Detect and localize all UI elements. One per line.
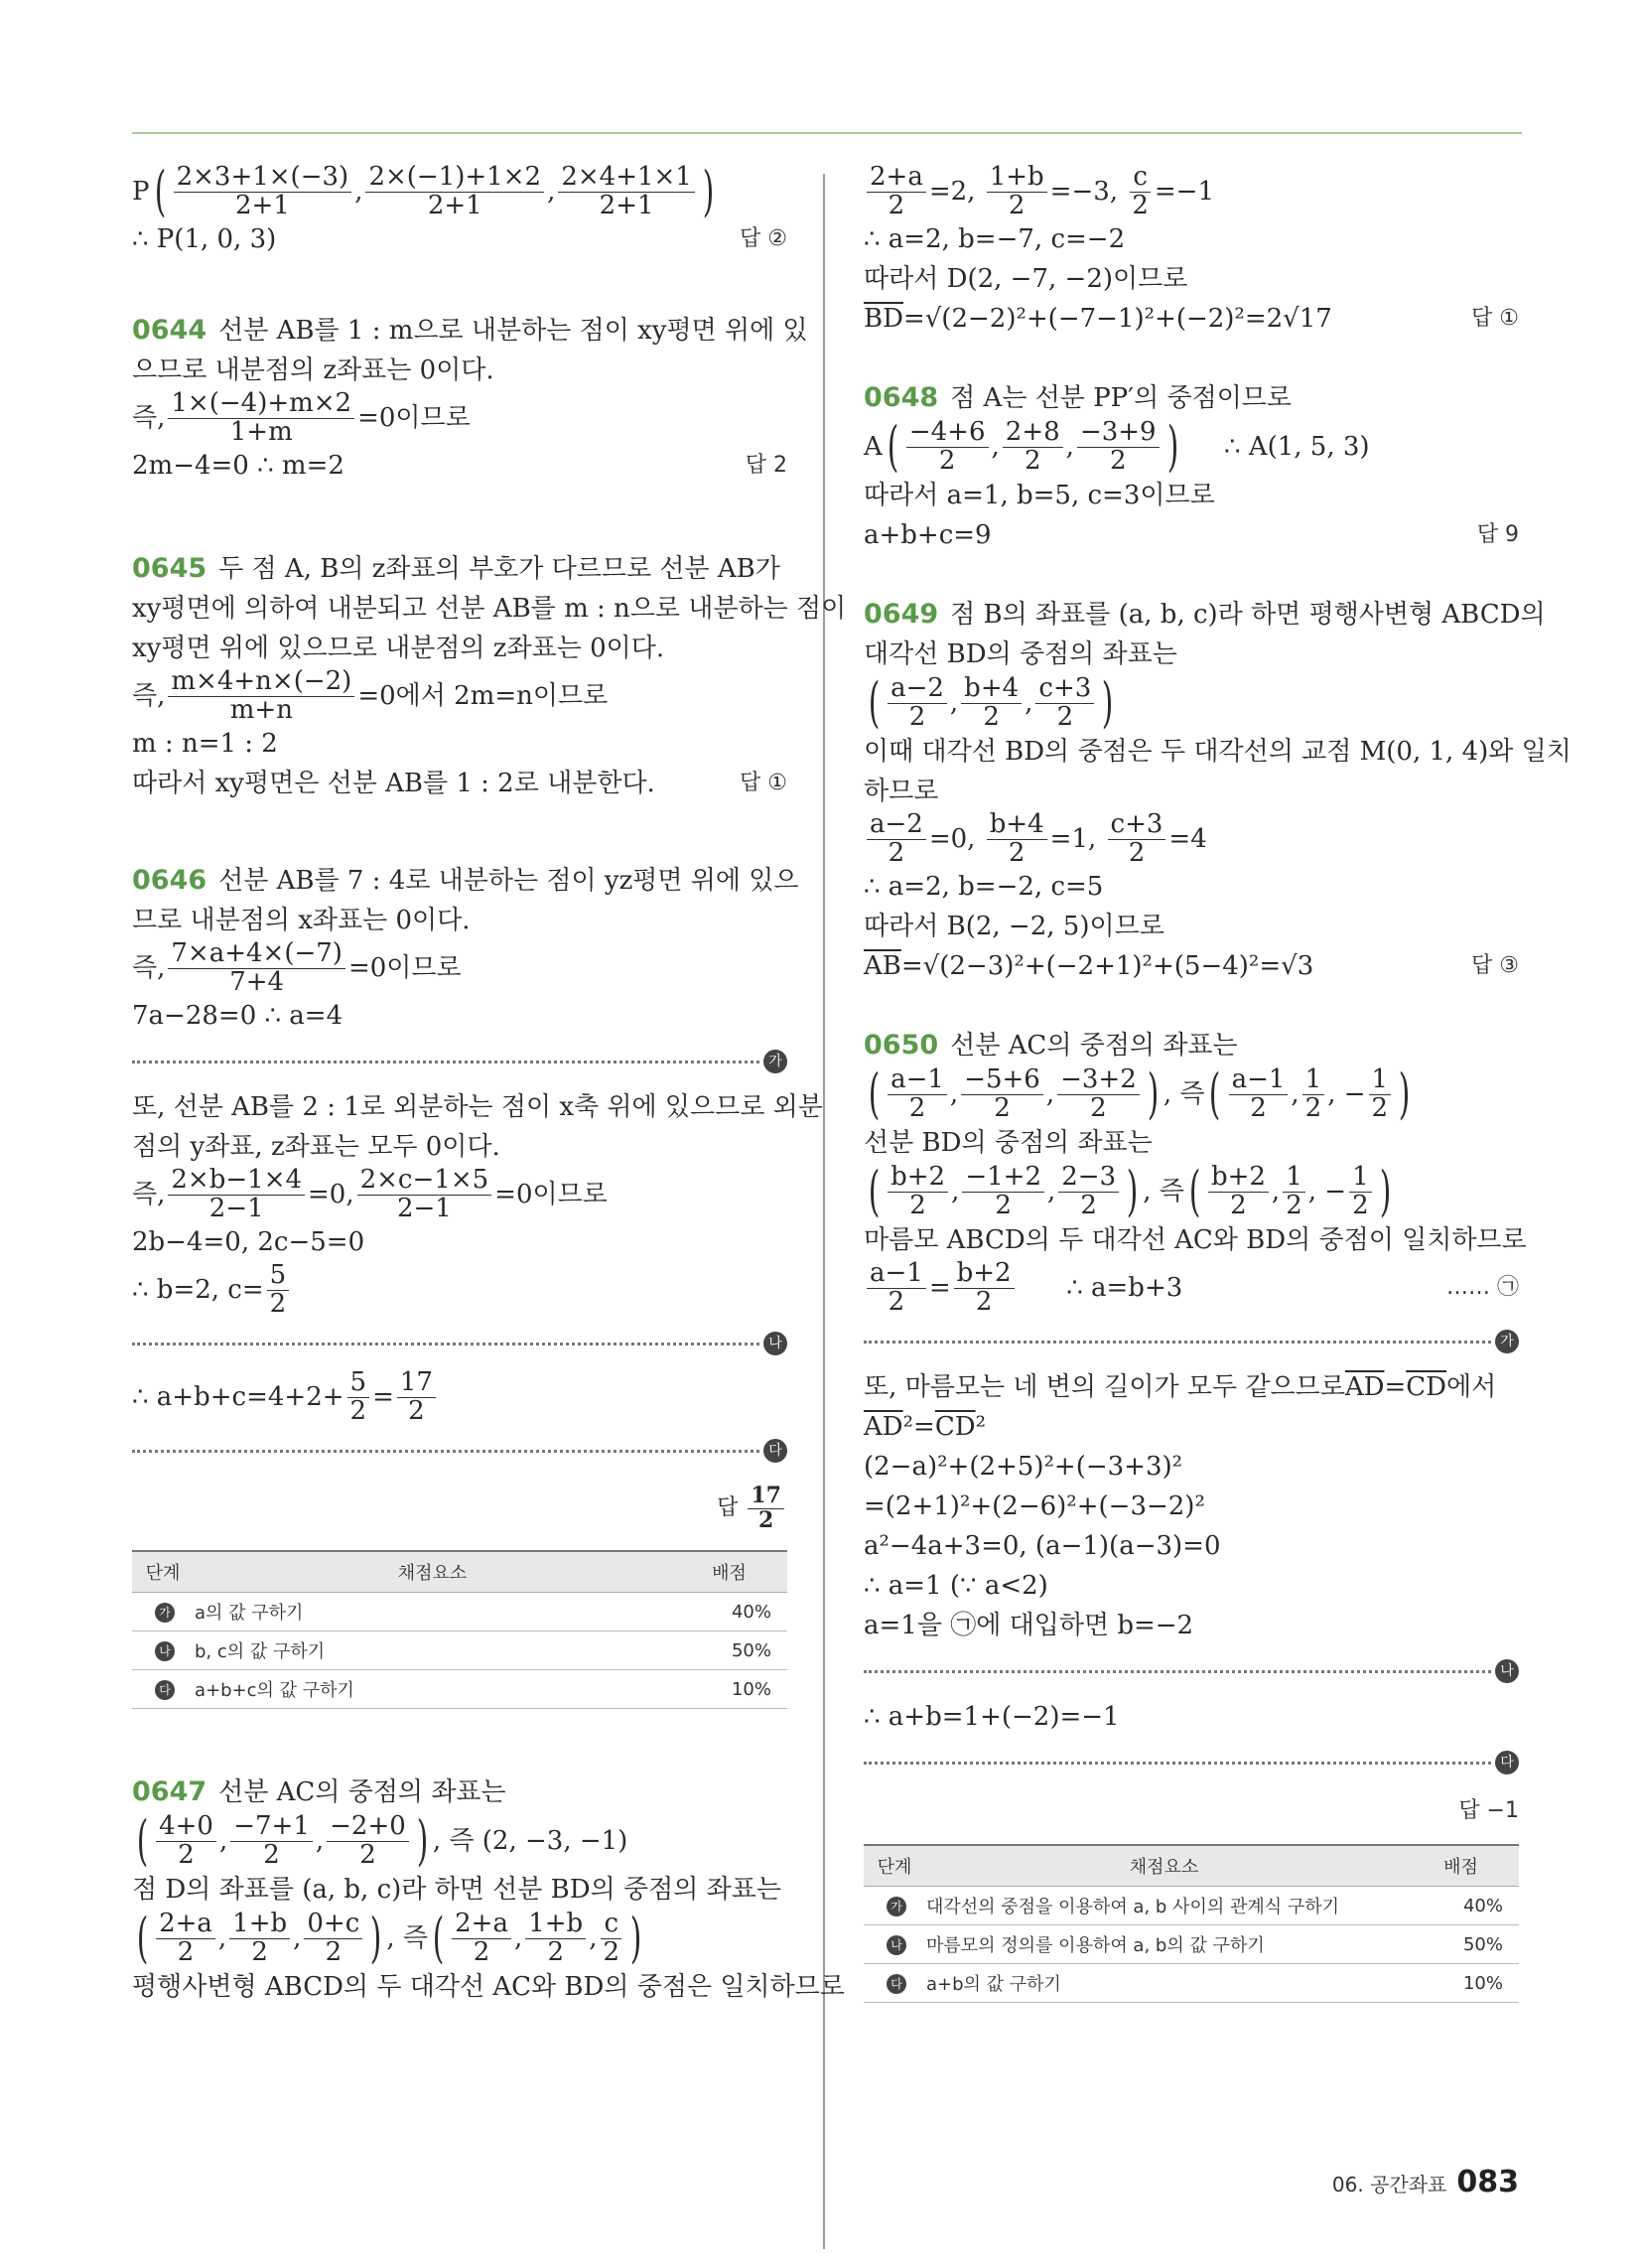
problem-0646: 0646 선분 AB를 7 : 4로 내분하는 점이 yz평면 위에 있으: [132, 861, 787, 901]
page-number: 083: [1456, 2165, 1519, 2199]
problem-number: 0648: [864, 382, 939, 413]
table-row: 다 a+b의 값 구하기 10%: [864, 1964, 1519, 2003]
answer-0646: 답 17 2: [132, 1477, 787, 1540]
step-badge: 다: [763, 1439, 787, 1463]
step-badge: 가: [1495, 1330, 1519, 1353]
problem-0650: 0650 선분 AC의 중점의 좌표는: [864, 1026, 1519, 1065]
scoring-table-0650: 단계 채점요소 배점 가 대각선의 중점을 이용하여 a, b 사이의 관계식 구하기 40% 나 마름모의 정의를 이용하여 a, b의 값 구하기 50% 다 a+b의 값 구하기 10%: [864, 1844, 1519, 2003]
answer-0643: 답 ②: [740, 226, 787, 251]
table-row: 가 대각선의 중점을 이용하여 a, b 사이의 관계식 구하기 40%: [864, 1887, 1519, 1925]
p-coordinate-line: P ( 2×3+1×(−3) 2+1 , 2×(−1)+1×2 2+1 , 2×4+1×1 2+1 ): [132, 160, 715, 222]
step-divider-na: [132, 1324, 787, 1363]
problem-number: 0646: [132, 865, 207, 896]
answer-0648: 답 9: [1476, 522, 1519, 547]
answer-0645: 답 ①: [740, 771, 787, 795]
answer-0647: 답 ①: [1471, 306, 1519, 331]
table-row: 다 a+b+c의 값 구하기 10%: [132, 1670, 787, 1709]
step-divider-ga: [864, 1322, 1519, 1361]
problem-0647: 0647 선분 AC의 중점의 좌표는: [132, 1772, 787, 1812]
right-column: $\frac{2+a}{2}$ =2, $\frac{1+b}{2}$ =−3, $\frac{c}{2}$ =−1 ∴ a=2, b=−7, c=−2 따라서 D(2, −7, −2)이므로 $\overline{BD}$ =√(2−2)²+(−7−1)²+(−2)²=2√17 답 ① 0648 점 A는 선분 PP′의 중점이므로 A ( −4+6 2 , 2+8 2 , −3+9 2 ) ∴ A(1, 5, 3) 따라서 a=1, b=5, c=3이므로 a+b+c=9 답 9 0649 점 B의 좌표를 (a, b, c)라 하면 평행사변형 ABCD의 대각선 BD의 중점의 좌표는 ( a−2 2 , b+4 2 , c+3 2 ) 이때 대각선 BD의 중점은 두 대각선의 교점 M(0, 1, 4)와 일치 하므로 $\frac{a-2}{2}$ =0, $\frac{b+4}{2}$ =1, $\frac{c+3}{2}$ =4 ∴ a=2, b=−2, c=5 따라서 B(2, −2, 5)이므로 $\overline{AB}$ =√(2−3)²+(−2+1)²+(5−4)²=√3 답 ③ 0650 선분 AC의 중점의 좌표는 ( a−1 2 , −5+6 2 , −3+2 2 ) , 즉 ( a−1 2 , 1 2 , − 1 2 ) 선분 BD의 중점의 좌표는 ( b+2 2 , −1+2 2 , 2−3 2 ) , 즉 ( b+2 2 , 1 2 , − 1 2 ) 마름모 ABCD의 두 대각선 AC와 BD의 중점이 일치하므로 a−1 2 = b+2 2 ∴ a=b+3 …… ㉠ 가 또, 마름모는 네 변의 길이가 모두 같으므로 $\overline{AD}$ = $\overline{CD}$ 에서 $\overline{AD}$ ²= $\overline{CD}$ ² (2−a)²+(2+5)²+(−3+3)² =(2+1)²+(2−6)²+(−3−2)² a²−4a+3=0, (a−1)(a−3)=0 ∴ a=1 (∵ a<2) a=1을 ㉠에 대입하면 b=−2 나 ∴ a+b=1+(−2)=−1 다 답 −1 단계 채점요소 배점 가 대각선의 중점을 이용하여 a, b 사이의 관계식 구하기 40% 나 마름모의 정의를 이용하여 a, b의 값 구하기 50% 다 a+b의 값 구하기 10%: [864, 164, 1519, 2003]
problem-number: 0647: [132, 1776, 207, 1807]
step-badge: 다: [1495, 1751, 1519, 1774]
step-divider-da: [864, 1743, 1519, 1782]
step-divider-ga: [132, 1042, 787, 1081]
p-result: ∴ P(1, 0, 3) 답 ②: [132, 219, 787, 259]
step-badge: 나: [763, 1332, 787, 1355]
page-footer: [1332, 2165, 1519, 2199]
answer-0650: 답 −1: [1458, 1798, 1519, 1823]
problem-0648: 0648 점 A는 선분 PP′의 중점이므로: [864, 378, 1519, 418]
answer-0649: 답 ③: [1471, 953, 1519, 978]
problem-0645: 0645 두 점 A, B의 z좌표의 부호가 다르므로 선분 AB가: [132, 549, 787, 589]
step-divider-da: [132, 1431, 787, 1471]
top-rule: [132, 132, 1522, 134]
problem-0649: 0649 점 B의 좌표를 (a, b, c)라 하면 평행사변형 ABCD의: [864, 595, 1519, 635]
table-row: 가 a의 값 구하기 40%: [132, 1593, 787, 1631]
column-divider: [823, 174, 825, 2249]
problem-0644: 0644 선분 AB를 1 : m으로 내분하는 점이 xy평면 위에 있: [132, 311, 787, 351]
scoring-table-0646: 단계 채점요소 배점 가 a의 값 구하기 40% 나 b, c의 값 구하기 50% 다 a+b+c의 값 구하기 10%: [132, 1550, 787, 1709]
answer-0644: 답 2: [745, 453, 787, 478]
left-column: P ( 2×3+1×(−3) 2+1 , 2×(−1)+1×2 2+1 , 2×4+1×1 2+1 ) ∴ P(1, 0, 3) 답 ② 0644 선분 AB를 1 : m으로 내분하는 점이 xy평면 위에 있 으므로 내분점의 z좌표는 0이다. 즉, $\frac{1\times(-4)+m\times 2}{1+m}$ =0이므로 2m−4=0 ∴ m=2 답 2 0645 두 점 A, B의 z좌표의 부호가 다르므로 선분 AB가 xy평면에 의하여 내분되고 선분 AB를 m : n으로 내분하는 점이 xy평면 위에 있으므로 내분점의 z좌표는 0이다. 즉, $\frac{m\times 4+n\times(-2)}{m+n}$ =0에서 2m=n이므로 m : n=1 : 2 따라서 xy평면은 선분 AB를 1 : 2로 내분한다. 답 ① 0646 선분 AB를 7 : 4로 내분하는 점이 yz평면 위에 있으 므로 내분점의 x좌표는 0이다. 즉, $\frac{7\times a+4\times(-7)}{7+4}$ =0이므로 7a−28=0 ∴ a=4 가 또, 선분 AB를 2 : 1로 외분하는 점이 x축 위에 있으므로 외분 점의 y좌표, z좌표는 모두 0이다. 즉, $\frac{2\times b-1\times 4}{2-1}$ =0, $\frac{2\times c-1\times 5}{2-1}$ =0이므로 2b−4=0, 2c−5=0 ∴ b=2, c= $\frac{5}{2}$ 나 ∴ a+b+c=4+2+ $\frac{5}{2}$ = $\frac{17}{2}$ 다 답 17 2 단계 채점요소 배점 가 a의 값 구하기 40% 나 b, c의 값 구하기 50% 다 a+b+c의 값 구하기 10% 0647 선분 AC의 중점의 좌표는 ( 4+0 2 , −7+1 2 , −2+0 2 ) , 즉 (2, −3, −1) 점 D의 좌표를 (a, b, c)라 하면 선분 BD의 중점의 좌표는 ( 2+a 2 , 1+b 2 , 0+c 2 ) , 즉 ( 2+a 2 , 1+b 2 , c 2 ) 평행사변형 ABCD의 두 대각선 AC와 BD의 중점은 일치하므로: [132, 160, 847, 2002]
problem-number: 0644: [132, 315, 207, 346]
table-row: 나 b, c의 값 구하기 50%: [132, 1631, 787, 1670]
step-badge: 가: [763, 1050, 787, 1073]
table-row: 나 마름모의 정의를 이용하여 a, b의 값 구하기 50%: [864, 1925, 1519, 1964]
problem-number: 0649: [864, 599, 939, 630]
problem-number: 0645: [132, 553, 207, 584]
chapter-title: 06. 공간좌표: [1331, 2173, 1447, 2197]
problem-number: 0650: [864, 1030, 939, 1061]
step-badge: 나: [1495, 1659, 1519, 1683]
step-divider-na: [864, 1651, 1519, 1691]
